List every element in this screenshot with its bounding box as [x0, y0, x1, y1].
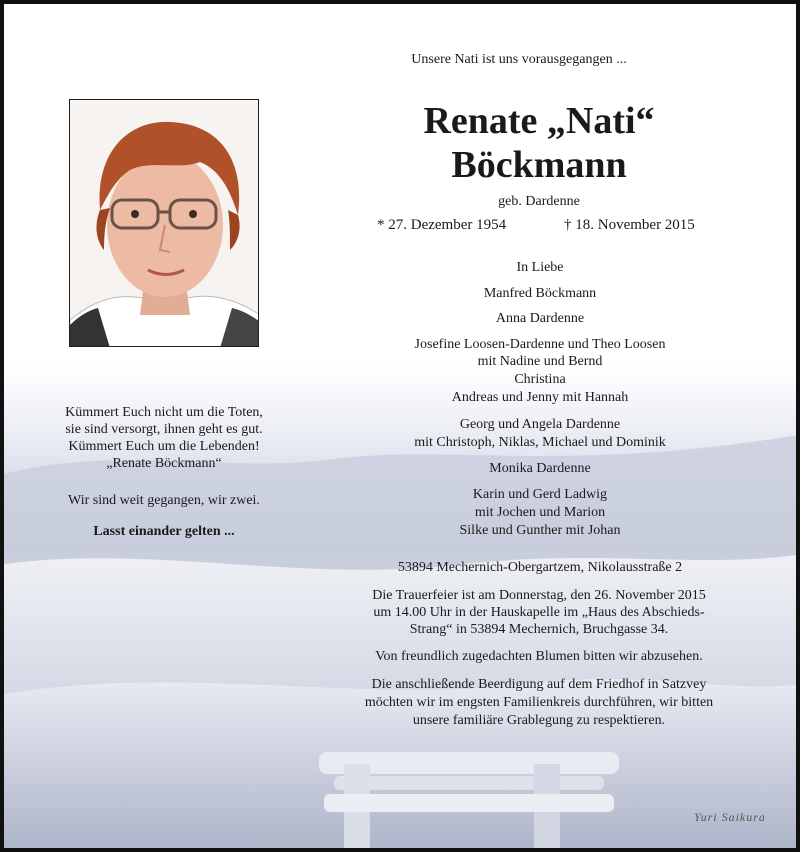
in-liebe: In Liebe [516, 260, 564, 275]
mourner-4-line1: Georg und Angela Dardenne [459, 417, 621, 432]
deceased-name-line2: Böckmann [451, 144, 627, 186]
death-date: † 18. November 2015 [564, 217, 695, 233]
mourner-3-line3: Christina [514, 372, 566, 387]
service-line1: Die Trauerfeier ist am Donnerstag, den 26. November 2015 [372, 588, 706, 603]
address: 53894 Mechernich-Obergartzem, Nikolausstraße 2 [397, 560, 683, 575]
mourner-3-line4: Andreas und Jenny mit Hannah [451, 390, 629, 405]
intro-text: Unsere Nati ist uns vorausgegangen ... [411, 52, 627, 67]
quote-line1: Kümmert Euch nicht um die Toten, [65, 405, 263, 420]
service-line2: um 14.00 Uhr in der Hauskapelle im „Haus des Abschieds- [373, 605, 705, 620]
mourner-2: Anna Dardenne [495, 311, 585, 326]
burial-line1: Die anschließende Beerdigung auf dem Friedhof in Satzvey [371, 677, 707, 692]
burial-line2: möchten wir im engsten Familienkreis durchführen, wir bitten [364, 695, 714, 710]
service-line3: Strang“ in 53894 Mechernich, Bruchgasse 34. [409, 622, 669, 637]
quote-line3: Kümmert Euch um die Lebenden! [68, 439, 260, 454]
mourner-3-line1: Josefine Loosen-Dardenne und Theo Loosen [414, 337, 666, 352]
mourner-6-line2: mit Jochen und Marion [474, 505, 606, 520]
quote-line4: „Renate Böckmann“ [106, 456, 222, 471]
burial-line3: unsere familiäre Grablegung zu respektieren. [412, 713, 666, 728]
born-name: geb. Dardenne [498, 194, 580, 209]
quote-line2: sie sind versorgt, ihnen geht es gut. [65, 422, 263, 437]
mourner-4-line2: mit Christoph, Niklas, Michael und Dominik [414, 435, 666, 450]
artist-signature: Yuri Saikura [694, 810, 766, 824]
service-line4: Von freundlich zugedachten Blumen bitten wir abzusehen. [375, 649, 703, 664]
mourner-1: Manfred Böckmann [483, 286, 597, 301]
verse: Wir sind weit gegangen, wir zwei. [68, 493, 260, 508]
birth-date: * 27. Dezember 1954 [377, 217, 507, 233]
mourner-6-line3: Silke und Gunther mit Johan [459, 523, 621, 538]
deceased-name-line1: Renate „Nati“ [423, 100, 655, 142]
mourner-6-line1: Karin und Gerd Ladwig [472, 487, 608, 502]
mourner-5: Monika Dardenne [489, 461, 591, 476]
mourner-3-line2: mit Nadine und Bernd [477, 354, 603, 369]
portrait-photo [69, 99, 259, 347]
closing-line: Lasst einander gelten ... [93, 524, 235, 539]
